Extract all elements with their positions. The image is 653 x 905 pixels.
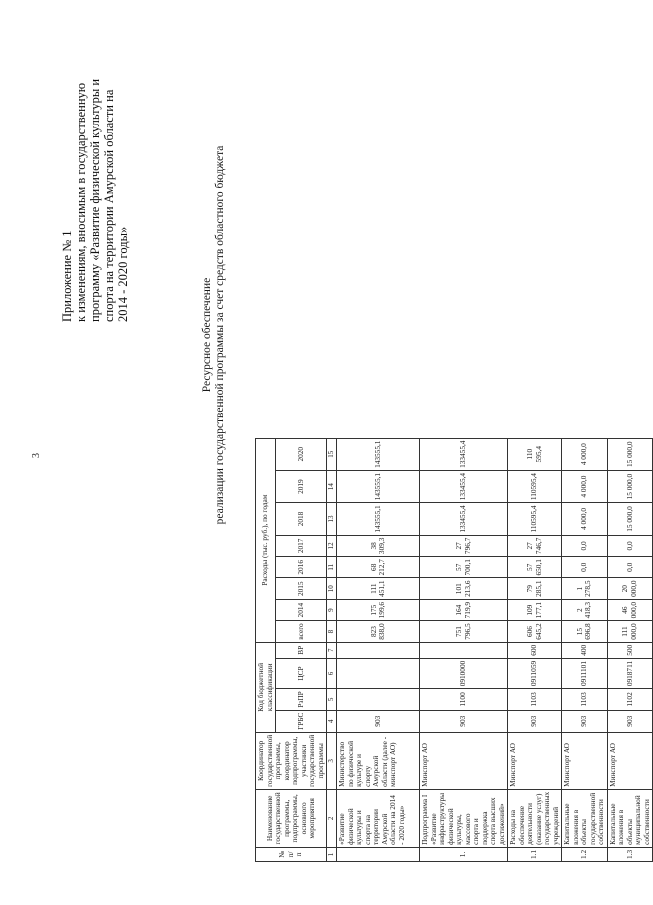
row-2020: 133455,4 <box>420 438 508 470</box>
row-num <box>337 847 420 861</box>
header-year-2018: 2018 <box>276 503 327 535</box>
header-num: № п/п <box>256 847 327 861</box>
appendix-title: Приложение № 1 <box>60 230 74 322</box>
index-cell: 15 <box>327 438 337 470</box>
table-row <box>508 438 562 861</box>
row-rzpr: 1100 <box>420 689 508 710</box>
row-grbs: 903 <box>508 710 562 732</box>
row-2019: 133455,4 <box>420 470 508 502</box>
row-vr: 600 <box>508 642 562 658</box>
header-vr: ВР <box>276 642 327 658</box>
row-total: 15 696,8 <box>562 621 608 642</box>
row-2020: 110 595,4 <box>508 438 562 470</box>
row-num: 1. <box>420 847 508 861</box>
row-grbs: 903 <box>337 710 420 732</box>
header-grbs: ГРБС <box>276 710 327 732</box>
index-cell: 7 <box>327 642 337 658</box>
row-csr: 0910000 <box>420 658 508 689</box>
column-index-row <box>327 438 337 861</box>
row-coordinator: Минспорт АО <box>420 732 508 789</box>
table-title <box>201 145 227 525</box>
row-2018: 15 000,0 <box>607 503 653 535</box>
index-cell: 4 <box>327 710 337 732</box>
header-total: всего <box>276 621 327 642</box>
row-2020: 4 000,0 <box>562 438 608 470</box>
row-2015: 79 285,1 <box>508 578 562 599</box>
row-2016: 0,0 <box>607 557 653 578</box>
table-row <box>420 438 508 861</box>
row-2016: 0,0 <box>562 557 608 578</box>
row-2015: 101 213,6 <box>420 578 508 599</box>
row-2014: 2 418,3 <box>562 599 608 620</box>
row-2019: 4 000,0 <box>562 470 608 502</box>
row-2015: 1 278,5 <box>562 578 608 599</box>
header-year-2015: 2015 <box>276 578 327 599</box>
table-row <box>337 438 420 861</box>
row-csr: 0911101 <box>562 658 608 689</box>
header-csr: ЦСР <box>276 658 327 689</box>
table-row <box>607 438 653 861</box>
header-year-2016: 2016 <box>276 557 327 578</box>
index-cell: 14 <box>327 470 337 502</box>
row-2019: 15 000,0 <box>607 470 653 502</box>
row-num: 1.2 <box>562 847 608 861</box>
resource-table-wrapper <box>255 438 653 862</box>
header-year-2020: 2020 <box>276 438 327 470</box>
row-vr <box>420 642 508 658</box>
row-2016: 57 650,1 <box>508 557 562 578</box>
row-grbs: 903 <box>562 710 608 732</box>
row-2014: 175 199,6 <box>337 599 420 620</box>
row-name: Капитальные вложения в объекты муниципальной собственности <box>607 789 653 847</box>
index-cell: 9 <box>327 599 337 620</box>
row-total: 823 838,0 <box>337 621 420 642</box>
row-name: Капитальные вложения в объекты государственной собственности <box>562 789 608 847</box>
row-csr: 0918711 <box>607 658 653 689</box>
row-rzpr: 1102 <box>607 689 653 710</box>
row-csr: 0911059 <box>508 658 562 689</box>
row-coordinator: Министерство по физической культуре и спорту Амурской области (далее - минспорт АО) <box>337 732 420 789</box>
row-num: 1.1 <box>508 847 562 861</box>
index-cell: 2 <box>327 789 337 847</box>
header-year-2014: 2014 <box>276 599 327 620</box>
row-2018: 110595,4 <box>508 503 562 535</box>
index-cell: 1 <box>327 847 337 861</box>
row-2017: 38 309,3 <box>337 535 420 556</box>
row-2020: 15 000,0 <box>607 438 653 470</box>
row-total: 751 796,5 <box>420 621 508 642</box>
index-cell: 8 <box>327 621 337 642</box>
index-cell: 6 <box>327 658 337 689</box>
row-2015: 111 451,1 <box>337 578 420 599</box>
row-total: 606 645,2 <box>508 621 562 642</box>
row-name: Расходы на обеспечение деятельности (оказание услуг) государственных учреждений <box>508 789 562 847</box>
row-2016: 68 212,7 <box>337 557 420 578</box>
row-2018: 4 000,0 <box>562 503 608 535</box>
row-2017: 27 746,7 <box>508 535 562 556</box>
row-2020: 143555,1 <box>337 438 420 470</box>
row-rzpr: 1103 <box>562 689 608 710</box>
row-2014: 109 177,1 <box>508 599 562 620</box>
row-grbs: 903 <box>420 710 508 732</box>
row-2014: 164 719,9 <box>420 599 508 620</box>
index-cell: 3 <box>327 732 337 789</box>
header-year-2019: 2019 <box>276 470 327 502</box>
row-name: «Развитие физической культуры и спорта на территории Амурской области на 2014 - 2020 годы» <box>337 789 420 847</box>
row-2017: 0,0 <box>562 535 608 556</box>
row-rzpr: 1103 <box>508 689 562 710</box>
row-coordinator: Минспорт АО <box>508 732 562 789</box>
resource-table <box>255 438 653 862</box>
row-coordinator: Минспорт АО <box>607 732 653 789</box>
row-grbs: 903 <box>607 710 653 732</box>
row-2018: 133455,4 <box>420 503 508 535</box>
page-number: 3 <box>31 453 42 458</box>
row-vr <box>337 642 420 658</box>
index-cell: 13 <box>327 503 337 535</box>
row-2015: 20 000,0 <box>607 578 653 599</box>
header-year-2017: 2017 <box>276 535 327 556</box>
header-expenses: Расходы (тыс. руб.), по годам <box>256 438 276 642</box>
row-2016: 57 700,1 <box>420 557 508 578</box>
index-cell: 10 <box>327 578 337 599</box>
row-coordinator: Минспорт АО <box>562 732 608 789</box>
row-num: 1.3 <box>607 847 653 861</box>
table-title-line2: реализации государственной программы за счет средств областного бюджета <box>214 145 226 525</box>
row-2019: 143555,1 <box>337 470 420 502</box>
index-cell: 5 <box>327 689 337 710</box>
row-2017: 0,0 <box>607 535 653 556</box>
row-total: 111 000,0 <box>607 621 653 642</box>
row-2014: 46 000,0 <box>607 599 653 620</box>
row-csr <box>337 658 420 689</box>
header-name: Наименование государственной программы, подпрограммы, основного мероприятия <box>256 789 327 847</box>
row-name: Подпрограмма I «Развитие инфраструктуры физической культуры, массового спорта и поддержка спорта высших достижений» <box>420 789 508 847</box>
appendix-block <box>60 72 130 322</box>
header-coordinator: Координатор государственной программы, координатор подпрограммы, участники государственной программы <box>256 732 327 789</box>
row-2019: 110595,4 <box>508 470 562 502</box>
row-rzpr <box>337 689 420 710</box>
header-rzpr: РзПР <box>276 689 327 710</box>
row-2018: 143555,1 <box>337 503 420 535</box>
header-budget-code: Код бюджетной классификации <box>256 642 276 732</box>
appendix-text: к изменениям, вносимым в государственную программу «Развитие физической культуры и спорта на территории Амурской области на 2014 - 2020 годы» <box>74 78 130 322</box>
row-2017: 27 796,7 <box>420 535 508 556</box>
index-cell: 11 <box>327 557 337 578</box>
index-cell: 12 <box>327 535 337 556</box>
table-row <box>562 438 608 861</box>
table-title-line1: Ресурсное обеспечение <box>201 277 213 393</box>
row-vr: 500 <box>607 642 653 658</box>
row-vr: 400 <box>562 642 608 658</box>
